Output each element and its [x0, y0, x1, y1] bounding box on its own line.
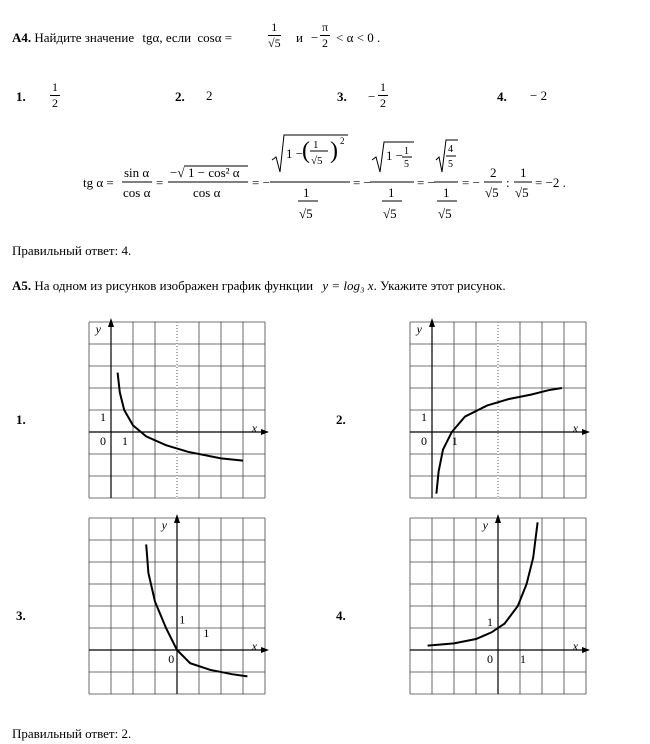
- y-tick-1: 1: [179, 612, 186, 627]
- option-2-num: 2.: [175, 89, 185, 104]
- graph-2: [406, 318, 591, 503]
- svg-text:= −: = −: [417, 175, 435, 190]
- a4-and: и: [296, 30, 303, 45]
- svg-text:1: 1: [313, 139, 319, 151]
- x-label: x: [251, 639, 258, 653]
- svg-text:4: 4: [448, 144, 453, 155]
- svg-text:1 −: 1 −: [386, 148, 404, 163]
- y-tick-1: 1: [487, 614, 493, 629]
- svg-text:1: 1: [404, 146, 409, 157]
- y-label: y: [161, 518, 167, 532]
- a5-answer: Правильный ответ: 2.: [12, 726, 132, 741]
- graph-1-num: 1.: [16, 412, 26, 427]
- svg-text:5: 5: [404, 159, 409, 170]
- graph-4-num: 4.: [336, 608, 346, 623]
- y-axis-arrow: [429, 318, 435, 327]
- y-label: y: [416, 322, 422, 336]
- a5-question-text: На одном из рисунков изображен график функции: [34, 278, 314, 293]
- svg-text:√5: √5: [438, 206, 452, 221]
- a4-frac-den: √5: [268, 36, 281, 50]
- svg-text:=: =: [156, 175, 164, 190]
- svg-text:1 − cos² α: 1 − cos² α: [188, 165, 240, 180]
- svg-text:2: 2: [340, 136, 345, 146]
- origin-label: 0: [421, 434, 427, 449]
- a4-cos: cos: [197, 30, 215, 45]
- graph-1: [85, 318, 270, 503]
- a4-cos-fraction: [268, 20, 281, 51]
- a4-minus: −: [311, 30, 319, 45]
- svg-text:1 −: 1 −: [286, 146, 304, 161]
- a4-eq: =: [224, 30, 233, 45]
- option-3-num: 3.: [337, 89, 347, 104]
- sol-lhs: tg α =: [83, 175, 114, 190]
- y-tick-1: 1: [100, 410, 106, 424]
- a4-two: 2: [322, 36, 329, 50]
- sol-sin: sin α: [124, 165, 150, 180]
- a4-question: [12, 30, 232, 46]
- option-4-num: 4.: [497, 89, 507, 104]
- a4-label: А4.: [12, 30, 32, 45]
- a4-frac-num: 1: [268, 20, 281, 36]
- sol-cos: cos α: [123, 185, 151, 200]
- x-label: x: [251, 421, 258, 435]
- y-label: y: [95, 322, 101, 336]
- option-3-value: 1 2: [380, 80, 386, 110]
- svg-text:2: 2: [490, 165, 497, 180]
- svg-text:1: 1: [520, 165, 527, 180]
- svg-text:= −: = −: [353, 175, 371, 190]
- svg-text:(: (: [302, 138, 310, 164]
- x-label: x: [572, 421, 579, 435]
- svg-text:√5: √5: [515, 185, 529, 200]
- svg-text:= −: = −: [252, 175, 270, 190]
- svg-text:−√: −√: [170, 165, 185, 180]
- graph-4: [406, 514, 591, 699]
- a5-label: А5.: [12, 278, 32, 293]
- option-2-value: 2: [206, 88, 213, 103]
- a4-pi: π: [322, 20, 329, 34]
- y-axis-arrow: [108, 318, 114, 327]
- svg-text:1: 1: [388, 185, 395, 200]
- x-tick-1: 1: [122, 434, 128, 449]
- x-tick-1: 1: [520, 652, 526, 667]
- a5-question: [12, 278, 506, 294]
- svg-text:√5: √5: [383, 206, 397, 221]
- a5-question-end: . Укажите этот рисунок.: [373, 278, 506, 293]
- origin-label: 0: [487, 652, 493, 667]
- y-tick-1: 1: [421, 410, 427, 424]
- svg-text:1: 1: [443, 185, 450, 200]
- svg-text:): ): [330, 138, 338, 164]
- a4-tg: tg: [142, 30, 153, 45]
- function-curve: [146, 544, 247, 676]
- svg-text::: :: [506, 175, 510, 190]
- a4-range: < α < 0 .: [336, 30, 381, 45]
- graph-3: [85, 514, 270, 699]
- option-4-value: − 2: [530, 88, 548, 103]
- x-label: x: [572, 639, 579, 653]
- graph-2-num: 2.: [336, 412, 346, 427]
- y-axis-arrow: [174, 514, 180, 523]
- sol-final: = −2 .: [535, 175, 566, 190]
- option-1-value: 1 2: [52, 80, 58, 110]
- option-3-minus: −: [368, 89, 376, 104]
- a4-question-text: Найдите значение: [34, 30, 135, 45]
- origin-label: 0: [100, 434, 106, 449]
- a4-alpha: α: [152, 30, 160, 45]
- graph-3-num: 3.: [16, 608, 26, 623]
- origin-label: 0: [168, 652, 175, 667]
- solution-formula: [80, 130, 580, 225]
- svg-text:√5: √5: [299, 206, 313, 221]
- function-curve: [118, 373, 243, 461]
- svg-text:√5: √5: [311, 155, 323, 167]
- svg-text:5: 5: [448, 159, 453, 170]
- option-1-num: 1.: [16, 89, 26, 104]
- svg-text:= −: = −: [462, 175, 480, 190]
- a5-func: y = log₃ x: [322, 278, 374, 293]
- y-axis-arrow: [495, 514, 501, 523]
- y-label: y: [482, 518, 488, 532]
- svg-text:1: 1: [303, 185, 310, 200]
- x-tick-1: 1: [203, 625, 210, 640]
- a4-comma-if: , если: [159, 30, 192, 45]
- x-tick-1: 1: [451, 434, 458, 449]
- a4-alpha-2: α: [214, 30, 222, 45]
- svg-text:√5: √5: [485, 185, 499, 200]
- svg-text:cos α: cos α: [193, 185, 221, 200]
- a4-pi-fraction: [320, 20, 330, 51]
- a4-answer: Правильный ответ: 4.: [12, 243, 132, 258]
